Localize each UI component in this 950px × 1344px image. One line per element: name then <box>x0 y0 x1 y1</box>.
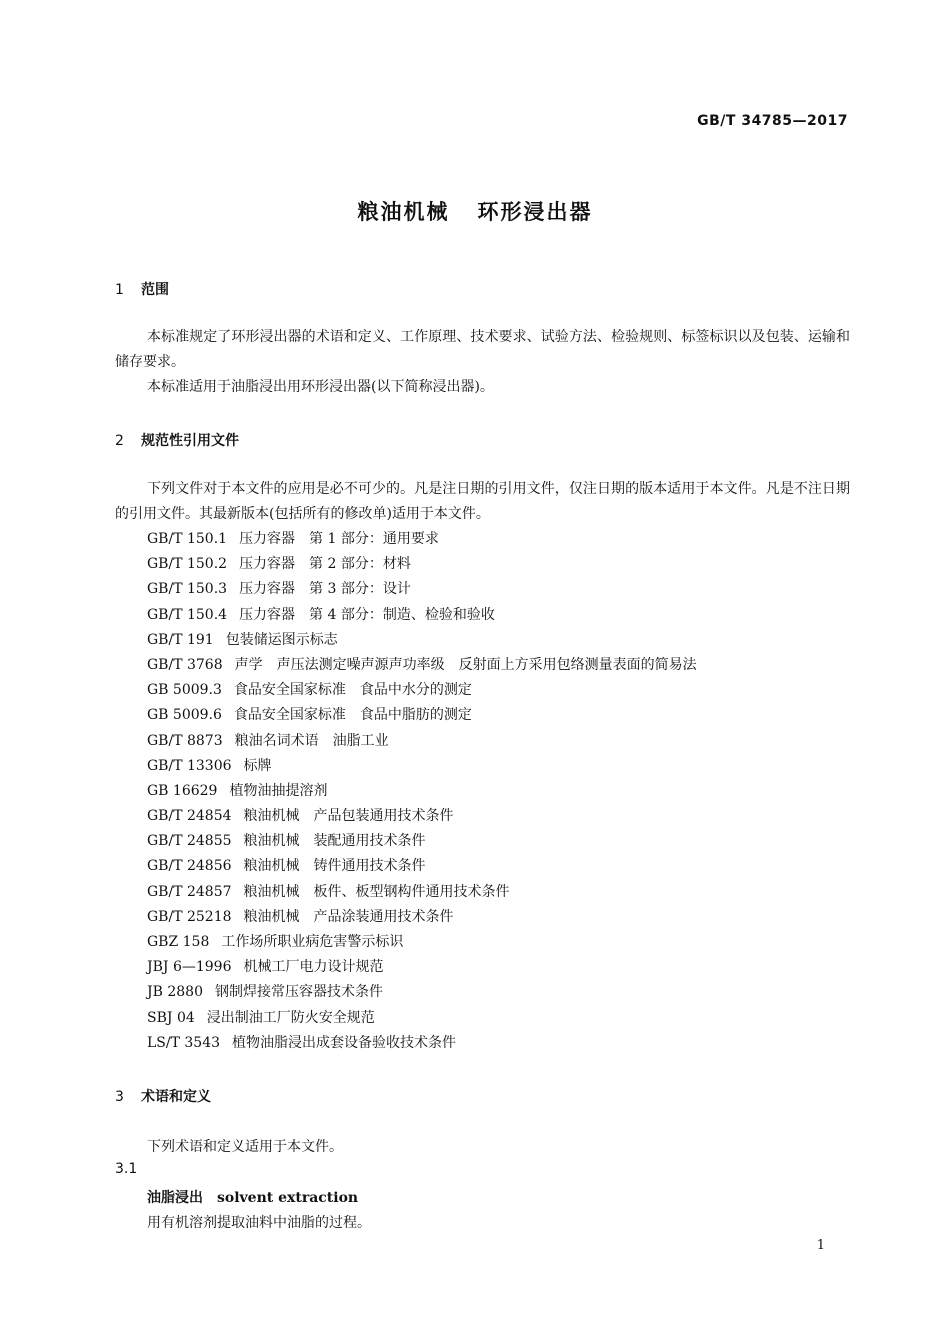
reference-title: 工作场所职业病危害警示标识 <box>221 934 404 950</box>
reference-title: 压力容器 第 2 部分：材料 <box>239 556 411 573</box>
scope-paragraph-1: 本标准规定了环形浸出器的术语和定义、工作原理、技术要求、试验方法、检验规则、标签标识以及包装、运输和储存要求。 <box>115 329 850 370</box>
reference-item <box>147 854 697 879</box>
section-number: 2 <box>115 433 124 449</box>
title-part-2: 环形浸出器 <box>477 200 593 224</box>
reference-title: 植物油抽提溶剂 <box>229 782 328 799</box>
page-number: 1 <box>816 1238 825 1253</box>
reference-title: 机械工厂电力设计规范 <box>243 959 384 976</box>
reference-code: GB/T 24855 <box>147 833 232 850</box>
reference-title: 食品安全国家标准 食品中脂肪的测定 <box>233 707 472 724</box>
reference-code: GB/T 150.4 <box>147 606 228 623</box>
reference-item <box>147 880 697 905</box>
document-code: GB/T 34785—2017 <box>697 113 848 129</box>
document-title <box>0 196 950 226</box>
reference-title: 粮油名词术语 油脂工业 <box>234 732 389 749</box>
reference-title: 声学 声压法测定噪声源声功率级 反射面上方采用包络测量表面的简易法 <box>234 656 697 673</box>
reference-code: SBJ 04 <box>147 1009 195 1026</box>
reference-title: 粮油机械 板件、板型钢构件通用技术条件 <box>243 883 510 900</box>
reference-item <box>147 577 697 602</box>
reference-item <box>147 527 697 552</box>
reference-code: GBZ 158 <box>147 934 210 950</box>
term-chinese: 油脂浸出 <box>147 1190 203 1206</box>
term-english: solvent extraction <box>217 1190 359 1206</box>
reference-title: 粮油机械 装配通用技术条件 <box>243 833 426 850</box>
reference-item <box>147 1006 697 1031</box>
reference-code: LS/T 3543 <box>147 1034 221 1051</box>
term-definition: 用有机溶剂提取油料中油脂的过程。 <box>147 1215 371 1231</box>
section-title: 规范性引用文件 <box>141 433 239 449</box>
reference-title: 压力容器 第 4 部分：制造、检验和验收 <box>239 606 495 623</box>
reference-code: JB 2880 <box>147 984 203 1001</box>
reference-code: GB/T 3768 <box>147 656 223 673</box>
reference-item <box>147 804 697 829</box>
title-part-1: 粮油机械 <box>357 200 450 224</box>
reference-code: GB/T 24856 <box>147 858 232 875</box>
reference-item <box>147 729 697 754</box>
reference-code: GB/T 8873 <box>147 732 223 749</box>
reference-code: GB 16629 <box>147 782 218 799</box>
section-3-heading <box>115 1086 211 1106</box>
reference-code: GB/T 150.2 <box>147 556 228 573</box>
reference-item <box>147 703 697 728</box>
reference-item <box>147 930 697 955</box>
reference-item <box>147 628 697 653</box>
reference-item <box>147 955 697 980</box>
normative-reference-list <box>147 527 697 1056</box>
section-title: 范围 <box>141 282 169 298</box>
section-1-heading <box>115 279 169 299</box>
reference-code: GB/T 13306 <box>147 757 232 774</box>
normative-intro: 下列文件对于本文件的应用是必不可少的。凡是注日期的引用文件，仅注日期的版本适用于本文件。凡是不注日期的引用文件。其最新版本(包括所有的修改单)适用于本文件。 <box>115 481 850 522</box>
reference-item <box>147 829 697 854</box>
reference-code: JBJ 6—1996 <box>147 959 232 976</box>
reference-title: 粮油机械 产品包装通用技术条件 <box>243 808 454 825</box>
reference-title: 浸出制油工厂防火安全规范 <box>206 1009 375 1026</box>
reference-item <box>147 779 697 804</box>
reference-title: 压力容器 第 1 部分：通用要求 <box>239 531 439 547</box>
reference-item <box>147 653 697 678</box>
reference-title: 粮油机械 铸件通用技术条件 <box>243 858 426 875</box>
reference-item <box>147 1031 697 1056</box>
reference-code: GB/T 24854 <box>147 808 232 825</box>
reference-item <box>147 678 697 703</box>
reference-code: GB/T 150.1 <box>147 531 228 547</box>
reference-title: 钢制焊接常压容器技术条件 <box>214 984 383 1001</box>
reference-code: GB 5009.3 <box>147 682 222 699</box>
terms-intro: 下列术语和定义适用于本文件。 <box>147 1139 343 1155</box>
section-2-heading <box>115 430 239 450</box>
reference-code: GB/T 150.3 <box>147 581 228 598</box>
reference-item <box>147 552 697 577</box>
reference-title: 包装储运图示标志 <box>225 631 338 648</box>
section-number: 3 <box>115 1089 124 1105</box>
reference-code: GB 5009.6 <box>147 707 222 724</box>
reference-title: 食品安全国家标准 食品中水分的测定 <box>233 682 472 699</box>
section-title: 术语和定义 <box>141 1089 211 1105</box>
reference-item <box>147 980 697 1005</box>
term-heading <box>147 1187 358 1207</box>
reference-code: GB/T 191 <box>147 631 214 648</box>
reference-title: 粮油机械 产品涂装通用技术条件 <box>243 908 454 925</box>
section-number: 1 <box>115 282 124 298</box>
scope-paragraph-2: 本标准适用于油脂浸出用环形浸出器(以下简称浸出器)。 <box>147 379 494 395</box>
reference-item <box>147 603 697 628</box>
reference-title: 压力容器 第 3 部分：设计 <box>239 581 411 598</box>
reference-title: 植物油脂浸出成套设备验收技术条件 <box>232 1034 457 1051</box>
reference-code: GB/T 25218 <box>147 908 232 925</box>
term-number: 3.1 <box>115 1161 138 1177</box>
reference-code: GB/T 24857 <box>147 883 232 900</box>
reference-item <box>147 754 697 779</box>
reference-title: 标牌 <box>243 757 272 774</box>
reference-item <box>147 905 697 930</box>
